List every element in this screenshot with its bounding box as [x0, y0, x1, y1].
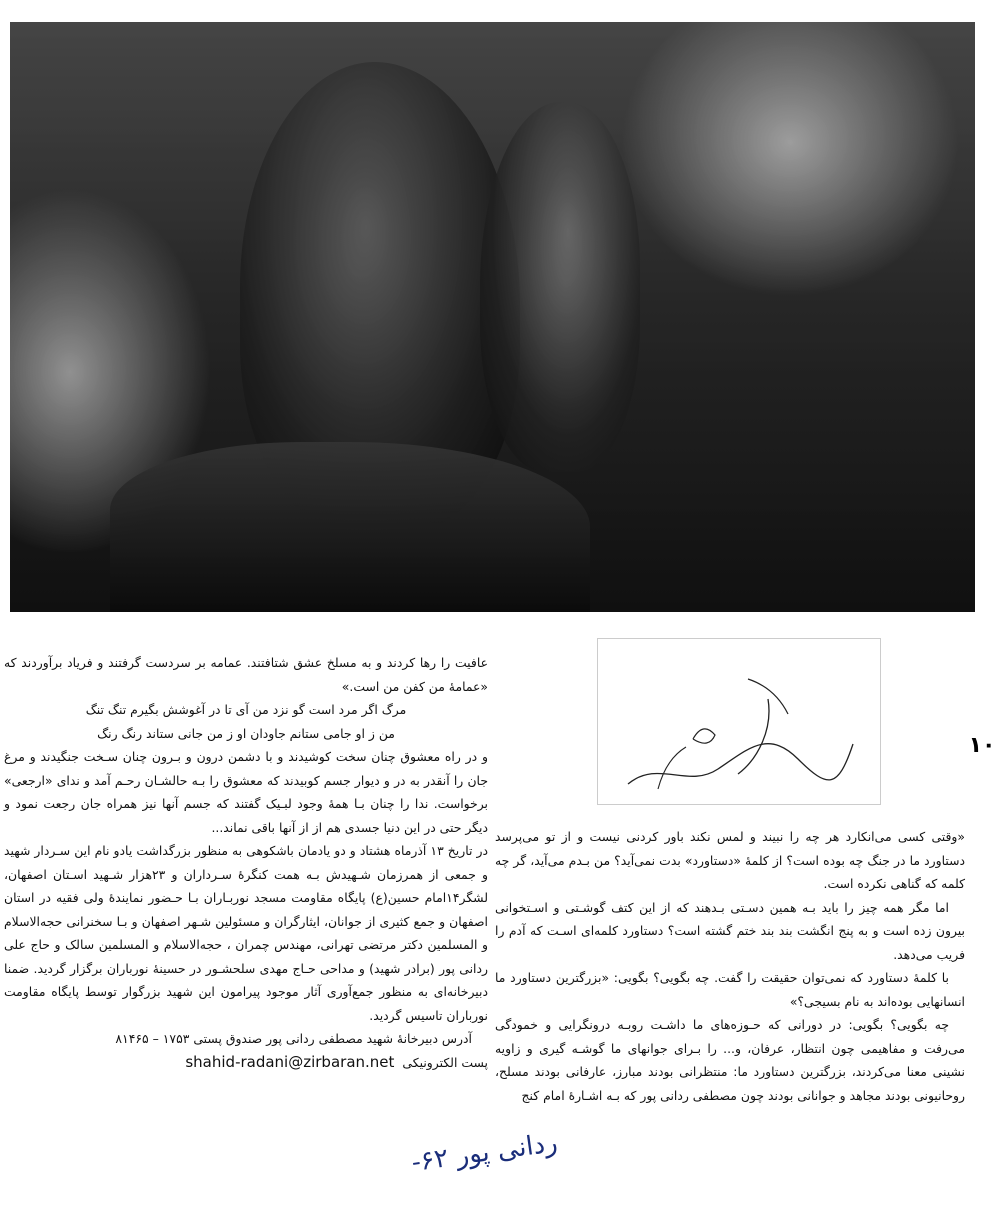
article-right-column	[495, 825, 965, 1107]
paragraph: چه بگویی؟ بگویی: در دورانی که حـوزه‌های ما داشـت روبـه درونگرایی و خمودگی می‌رفت و مفاهیمی چون انتظار، عرفان، و... را بـرای جوانهای ما گوشـه گیری و زاویه نشینی معنا می‌کردند، بزرگترین دستاورد ما: منتظرانی بودند مبارز، عارفانی بودند مسلح، روحانیونی بودند مجاهد و جوانانی بودند چون مصطفی ردانی پور که بـه اشـارهٔ امام کنج	[495, 1017, 965, 1103]
paragraph: «وقتی کسی می‌انکارد هر چه را نبیند و لمس نکند باور کردنی نیست و از تو می‌پرسد دستاورد ما در جنگ چه بوده است؟ از کلمهٔ «دستاورد» بدت نمی‌آید؟ من بـدم می‌آید، گر چه کلمه که گناهی نکرده است.	[495, 829, 965, 891]
article-left-column	[4, 651, 488, 1074]
paragraph: با کلمهٔ دستاورد که نمی‌توان حقیقت را گفت. چه بگویی؟ بگویی: «بزرگترین دستاورد ما انسانهایی بوده‌اند به نام بسیجی؟»	[495, 970, 965, 1009]
email-label: پست الکترونیکی	[402, 1054, 488, 1070]
portrait-photo	[10, 22, 975, 612]
email-address: shahid-radani@zirbaran.net	[185, 1052, 395, 1071]
poem-line: من ز او جامی ستانم جاودان او ز من جانی ستاند رنگ رنگ	[97, 725, 395, 741]
signature-icon	[598, 639, 880, 804]
email-line	[4, 1051, 488, 1075]
handwritten-note: ردانی پور ۶۲-	[409, 1127, 560, 1178]
paragraph: و در راه معشوق چنان سخت کوشیدند و با دشمن درون و بـرون چنان سـخت جنگیدند و مرغ جان را آنقدر به در و دیوار جسم کوبیدند که معشوق را بـه حالشـان رحـم آمد و ندای «ارجعی» برخواست. ندا را چنان بـا همهٔ وجود لبـیک گفتند که جسم آنها نیز همراه جان رجعت نمود و دیگر حتی در این دنیا جسدی هم از از آنها باقی نماند...	[4, 749, 488, 835]
address-line: آدرس دبیرخانهٔ شهید مصطفی ردانی پور صندوق پستی ۱۷۵۳ – ۸۱۴۶۵	[115, 1031, 472, 1046]
paragraph: در تاریخ ۱۳ آذرماه هشتاد و دو یادمان باشکوهی به منظور بزرگداشت یادو نام این سـردار شهید و جمعی از همرزمان شـهیدش بـه همت کنگرهٔ سـرداران و ۲۳هزار شـهید اسـتان اصفهان، لشگر۱۴امام حسین(ع) پایگاه مقاومت مسجد نوربـاران بـا حـضور نمایندهٔ ولی فقیه در استان اصفهان و جمع کثیری از جوانان، ایثارگران و مسئولین شـهر اصفهان و بـا سخنرانی حجه‌الاسلام و المسلمین دکتر مرتضی تهرانی، مهندس چمران ، حجه‌الاسلام و المسلمین سالک و حاج علی ردانی پور (برادر شهید) و مداحی حـاج مهدی سلحشـور در حسینهٔ نورباران برگزار گردید. ضمنا دبیرخانه‌ای به منظور جمع‌آوری آثار موجود پیرامون این شهید بزرگوار توسط پایگاه مقاومت نورباران تاسیس گردید.	[4, 843, 488, 1023]
poem-line: مرگ اگر مرد است گو نزد من آی تا در آغوشش بگیرم تنگ تنگ	[85, 702, 407, 717]
photo-shoulders	[110, 442, 590, 612]
photo-figure-back	[480, 102, 640, 472]
paragraph: عافیت را رها کردند و به مسلخ عشق شتافتند. عمامه بر سردست گرفتند و فریاد برآوردند که «عمامهٔ من کفن من است.»	[4, 655, 488, 694]
page-number: ١٠	[968, 733, 996, 758]
signature-frame	[597, 638, 881, 805]
paragraph: اما مگر همه چیز را باید بـه همین دسـتی بـدهند که از این کتف گوشـتی و اسـتخوانی بیرون زده است و به پنج انگشت بند بند ختم گشته است؟ دستاورد کلمه‌ای اسـت که آدم را فریب می‌دهد.	[495, 899, 965, 962]
